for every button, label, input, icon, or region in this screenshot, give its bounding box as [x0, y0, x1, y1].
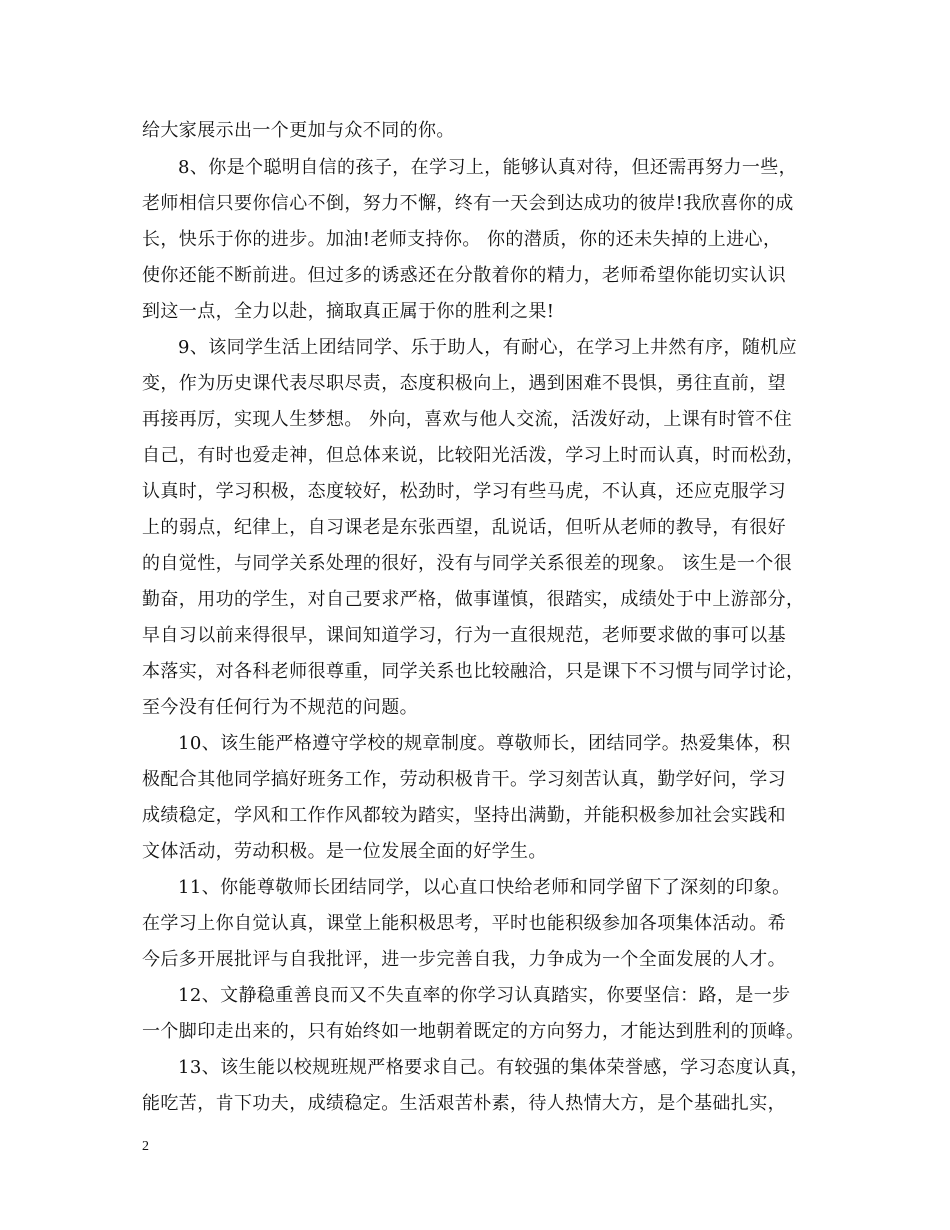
text-line: 使你还能不断前进。但过多的诱惑还在分散着你的精力，老师希望你能切实认识	[142, 265, 786, 286]
text-line: 自己，有时也爱走神，但总体来说，比较阳光活泼，学习上时而认真，时而松劲，	[142, 445, 805, 466]
text-line: 12、文静稳重善良而又不失直率的你学习认真踏实，你要坚信：路，是一步	[178, 985, 791, 1006]
text-line: 变，作为历史课代表尽职尽责，态度积极向上，遇到困难不畏惧，勇往直前，望	[142, 373, 786, 394]
text-line: 勤奋，用功的学生，对自己要求严格，做事谨慎，很踏实，成绩处于中上游部分，	[142, 589, 805, 610]
text-line: 长，快乐于你的进步。加油!老师支持你。 你的潜质，你的还未失掉的上进心，	[142, 229, 782, 250]
text-line: 的自觉性，与同学关系处理的很好，没有与同学关系很差的现象。 该生是一个很	[142, 553, 793, 574]
text-line: 早自习以前来得很早，课间知道学习，行为一直很规范，老师要求做的事可以基	[142, 625, 786, 646]
text-line: 到这一点，全力以赴，摘取真正属于你的胜利之果!	[142, 301, 555, 322]
text-line: 成绩稳定，学风和工作作风都较为踏实，坚持出满勤，并能积极参加社会实践和	[142, 805, 786, 826]
text-line: 10、该生能严格遵守学校的规章制度。尊敬师长，团结同学。热爱集体，积	[178, 733, 791, 754]
text-line: 文体活动，劳动积极。是一位发展全面的好学生。	[142, 841, 547, 862]
page-number: 2	[142, 1139, 149, 1154]
text-line: 本落实，对各科老师很尊重，同学关系也比较融洽，只是课下不习惯与同学讨论，	[142, 661, 805, 682]
text-line: 给大家展示出一个更加与众不同的你。	[142, 120, 455, 141]
text-line: 再接再厉，实现人生梦想。 外向，喜欢与他人交流，活泼好动，上课有时管不住	[142, 409, 793, 430]
text-line: 能吃苦，肯下功夫，成绩稳定。生活艰苦朴素，待人热情大方，是个基础扎实，	[142, 1093, 786, 1114]
text-line: 8、你是个聪明自信的孩子，在学习上，能够认真对待，但还需再努力一些，	[178, 157, 798, 178]
text-line: 今后多开展批评与自我批评，进一步完善自我，力争成为一个全面发展的人才。	[142, 949, 786, 970]
text-line: 认真时，学习积极，态度较好，松劲时，学习有些马虎，不认真，还应克服学习	[142, 481, 786, 502]
text-line: 在学习上你自觉认真，课堂上能积极思考，平时也能积级参加各项集体活动。希	[142, 913, 786, 934]
text-line: 老师相信只要你信心不倒，努力不懈，终有一天会到达成功的彼岸!我欣喜你的成	[142, 193, 794, 214]
text-line: 11、你能尊敬师长团结同学，以心直口快给老师和同学留下了深刻的印象。	[178, 877, 791, 898]
text-line: 极配合其他同学搞好班务工作，劳动积极肯干。学习刻苦认真，勤学好问，学习	[142, 769, 786, 790]
text-line: 一个脚印走出来的，只有始终如一地朝着既定的方向努力，才能达到胜利的顶峰。	[142, 1021, 805, 1042]
text-line: 9、该同学生活上团结同学、乐于助人，有耐心，在学习上井然有序，随机应	[178, 337, 798, 358]
text-line: 至今没有任何行为不规范的问题。	[142, 697, 418, 718]
text-line: 13、该生能以校规班规严格要求自己。有较强的集体荣誉感，学习态度认真，	[178, 1057, 809, 1078]
text-line: 上的弱点，纪律上，自习课老是东张西望，乱说话，但听从老师的教导，有很好	[142, 517, 786, 538]
